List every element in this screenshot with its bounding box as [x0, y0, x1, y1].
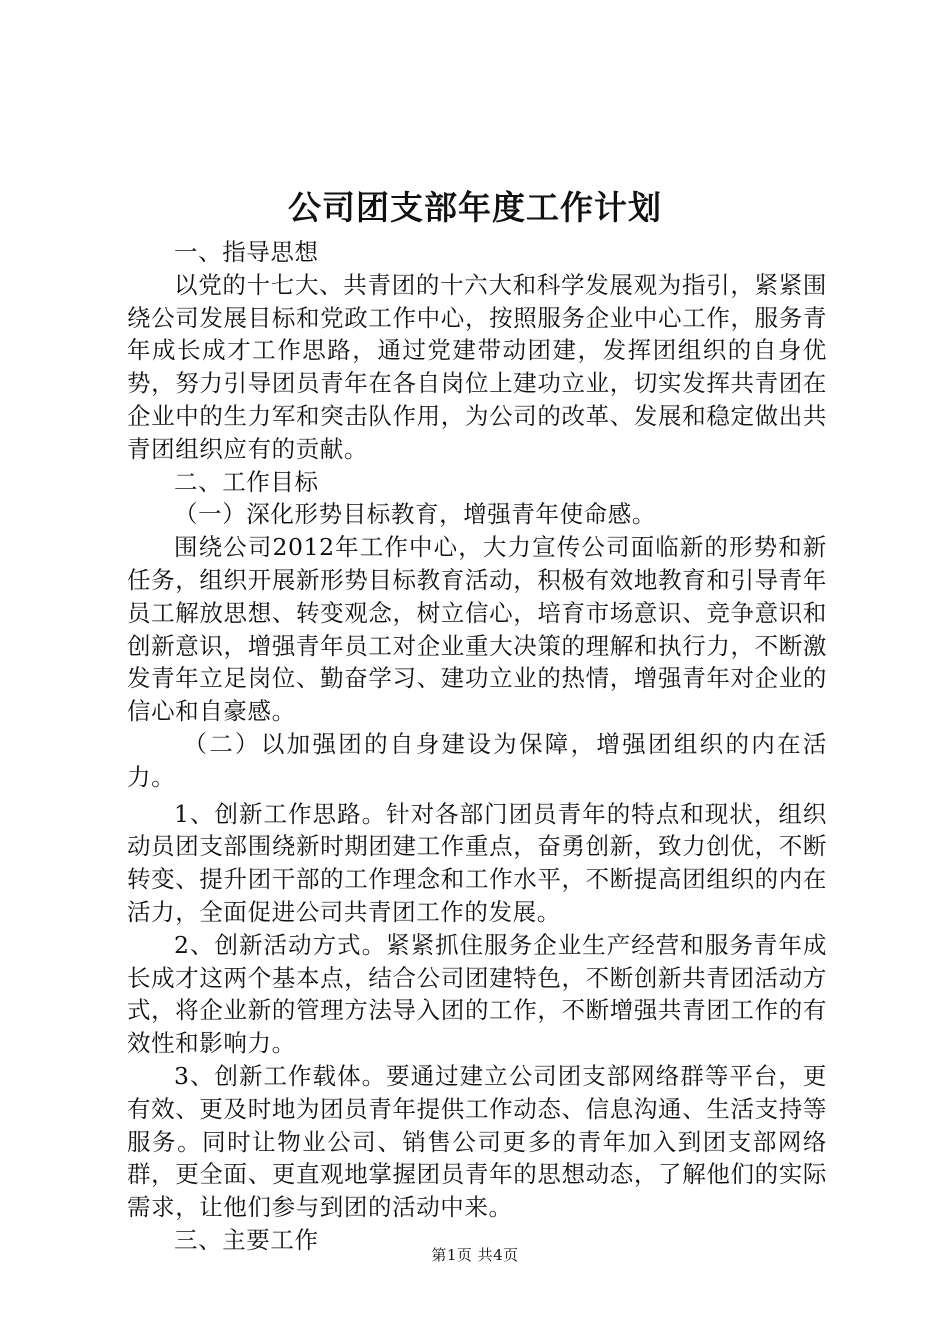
section-heading-main-work: 三、主要工作 [174, 1225, 319, 1254]
section-heading-work-goals: 二、工作目标 [174, 467, 319, 496]
paragraph-guiding-ideology: 以党的十七大、共青团的十六大和科学发展观为指引，紧紧围绕公司发展目标和党政工作中心，按照服务企业中心工作，服务青年成长成才工作思路，通过党建带动团建，发挥团组织的自身优势，努力引导团员青年在各自岗位上建功立业，切实发挥共青团在企业中的生力军和突击队作用，为公司的改革、发展和稳定做出共青团组织应有的贡献。 [127, 270, 827, 463]
paragraph-item-3: 3、创新工作载体。要通过建立公司团支部网络群等平台，更有效、更及时地为团员青年提供工作动态、信息沟通、生活支持等服务。同时让物业公司、销售公司更多的青年加入到团支部网络群，更全面、更直观地掌握团员青年的思想动态，了解他们的实际需求，让他们参与到团的活动中来。 [127, 1061, 827, 1222]
paragraph-item-1: 1、创新工作思路。针对各部门团员青年的特点和现状，组织动员团支部围绕新时期团建工作重点，奋勇创新，致力创优，不断转变、提升团干部的工作理念和工作水平，不断提高团组织的内在活力，全面促进公司共青团工作的发展。 [127, 799, 827, 926]
page-number-footer: 第1页 共4页 [431, 1246, 519, 1264]
section-heading-guiding-ideology: 一、指导思想 [174, 238, 319, 266]
subheading-goal-1: （一）深化形势目标教育，增强青年使命感。 [174, 500, 656, 529]
document-body [127, 236, 827, 1257]
document-title: 公司团支部年度工作计划 [288, 188, 662, 227]
paragraph-item-2: 2、创新活动方式。紧紧抓住服务企业生产经营和服务青年成长成才这两个基本点，结合公司团建特色，不断创新共青团活动方式，将企业新的管理方法导入团的工作，不断增强共青团工作的有效性和影响力。 [127, 930, 827, 1058]
paragraph-goal-1: 围绕公司2012年工作中心，大力宣传公司面临新的形势和新任务，组织开展新形势目标教育活动，积极有效地教育和引导青年员工解放思想、转变观念，树立信心，培育市场意识、竞争意识和创新意识，增强青年员工对企业重大决策的理解和执行力，不断激发青年立足岗位、勤奋学习、建功立业的热情，增强青年对企业的信心和自豪感。 [127, 533, 827, 726]
subheading-goal-2: （二）以加强团的自身建设为保障，增强团组织的内在活力。 [127, 729, 827, 791]
